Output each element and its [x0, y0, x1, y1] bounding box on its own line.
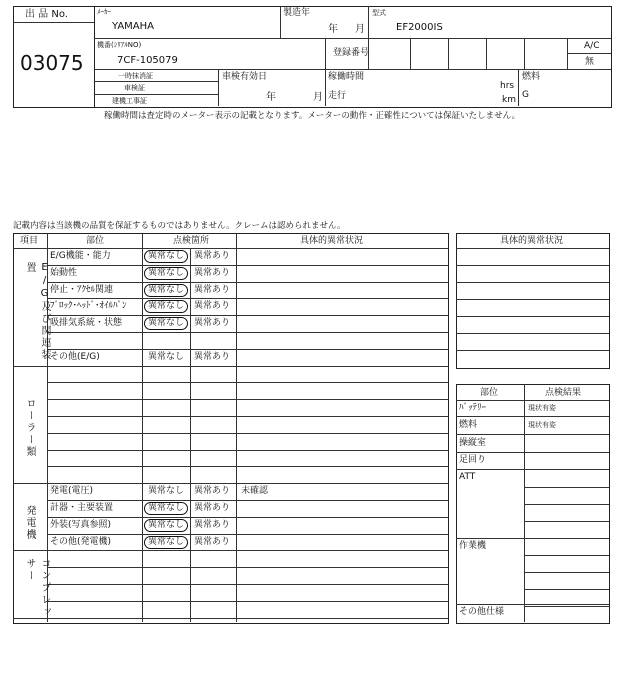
ac-value: 無: [585, 57, 595, 67]
result-value: 現状有姿: [528, 404, 556, 412]
section-title-engine: E/G及び関連装置: [24, 262, 50, 361]
col-header-part: 部位: [86, 236, 105, 246]
ok-circled-mark: 異常なし: [144, 267, 188, 280]
row-part-label: 発電(電圧): [50, 486, 94, 496]
results-col-part: 部位: [480, 388, 499, 398]
model-value: EF2000IS: [396, 22, 443, 33]
ok-circled-mark: 異常なし: [144, 250, 188, 263]
operating-hours-label: 稼働時間: [328, 72, 365, 82]
result-part-label: 作業機: [459, 541, 487, 551]
section-title-compressor: コンプレッサー: [24, 558, 50, 618]
row-part-label: 停止・ｱｸｾﾙ関連: [50, 285, 114, 295]
ok-circled-mark: 異常なし: [144, 284, 188, 297]
ng-option: 異常あり: [194, 268, 231, 278]
detail-box-header: 具体的異常状況: [500, 236, 564, 246]
col-header-item: 項目: [20, 236, 39, 246]
temp-cert-label: 一時抹消証: [118, 72, 153, 80]
result-part-label: その他仕様: [459, 607, 505, 617]
month-unit: 月: [355, 24, 365, 35]
ng-option: 異常あり: [194, 537, 231, 547]
ng-option: 異常あり: [194, 251, 231, 261]
result-part-label: ﾊﾞｯﾃﾘｰ: [459, 403, 487, 413]
year-label: 製造年: [283, 8, 311, 18]
year-unit: 年: [328, 24, 338, 35]
ng-option: 異常あり: [194, 352, 231, 362]
result-part-label: 燃料: [459, 420, 478, 430]
maker-value: YAMAHA: [112, 21, 155, 32]
result-part-label: ATT: [459, 472, 476, 482]
row-part-label: その他(E/G): [50, 352, 100, 362]
col-header-detail: 具体的異常状況: [300, 236, 364, 246]
section-title-generator: 発電機: [24, 505, 35, 541]
ok-circled-mark: 異常なし: [144, 502, 188, 515]
inspection-cert-label: 車検証: [124, 84, 145, 92]
result-part-label: 足回り: [459, 455, 487, 465]
col-header-check: 点検箇所: [173, 236, 210, 246]
serial-label: 機番(ｼﾘｱﾙNO): [97, 41, 142, 49]
registration-label: 登録番号: [333, 48, 370, 58]
run-label: 走行: [328, 91, 347, 101]
row-part-label: その他(発電機): [50, 537, 112, 547]
construction-cert-label: 建機工事証: [112, 97, 147, 105]
ok-circled-mark: 異常なし: [144, 519, 188, 532]
row-part-label: 外装(写真参照): [50, 520, 112, 530]
row-part-label: E/G機能・能力: [50, 251, 111, 261]
result-value: 現状有姿: [528, 421, 556, 429]
hours-disclaimer: 稼働時間は査定時のメーター表示の記載となります。メーターの動作・正確性については保証いたしません。: [104, 111, 521, 121]
quality-disclaimer: 記載内容は当該機の品質を保証するものではありません。クレームは認められません。: [13, 221, 346, 231]
ok-circled-mark: 異常なし: [144, 536, 188, 549]
row-part-label: ﾌﾞﾛｯｸ･ﾍｯﾄﾞ･ｵｲﾙﾊﾟﾝ: [50, 301, 127, 311]
fuel-value: G: [522, 90, 529, 100]
ok-option: 異常なし: [148, 352, 185, 362]
row-part-label: 始動性: [50, 268, 78, 278]
ok-option: 異常なし: [148, 486, 185, 496]
detail-box: [456, 233, 610, 369]
ng-option: 異常あり: [194, 486, 231, 496]
lot-label: 出 品 No.: [25, 9, 68, 20]
ng-option: 異常あり: [194, 318, 231, 328]
section-title-rollers: ローラー類: [24, 398, 35, 458]
row-detail: 未確認: [241, 486, 269, 496]
results-col-result: 点検結果: [545, 388, 582, 398]
fuel-label: 燃料: [522, 72, 541, 82]
model-label: 型式: [372, 9, 386, 17]
ng-option: 異常あり: [194, 285, 231, 295]
row-part-label: 計器・主要装置: [50, 503, 114, 513]
result-part-label: 操縦室: [459, 438, 487, 448]
expiry-month-unit: 月: [313, 92, 323, 103]
ng-option: 異常あり: [194, 301, 231, 311]
inspection-expiry-label: 車検有効日: [222, 72, 268, 82]
lot-number: 03075: [20, 51, 84, 75]
serial-value: 7CF-105079: [117, 55, 178, 66]
ng-option: 異常あり: [194, 520, 231, 530]
ng-option: 異常あり: [194, 503, 231, 513]
ok-circled-mark: 異常なし: [144, 300, 188, 313]
expiry-year-unit: 年: [266, 92, 276, 103]
row-part-label: 吸排気系統・状態: [50, 318, 123, 328]
maker-label: ﾒｰｶｰ: [97, 8, 111, 16]
hrs-unit: hrs: [500, 81, 515, 91]
km-unit: km: [502, 95, 516, 105]
ac-label: A/C: [584, 41, 600, 51]
ok-circled-mark: 異常なし: [144, 317, 188, 330]
